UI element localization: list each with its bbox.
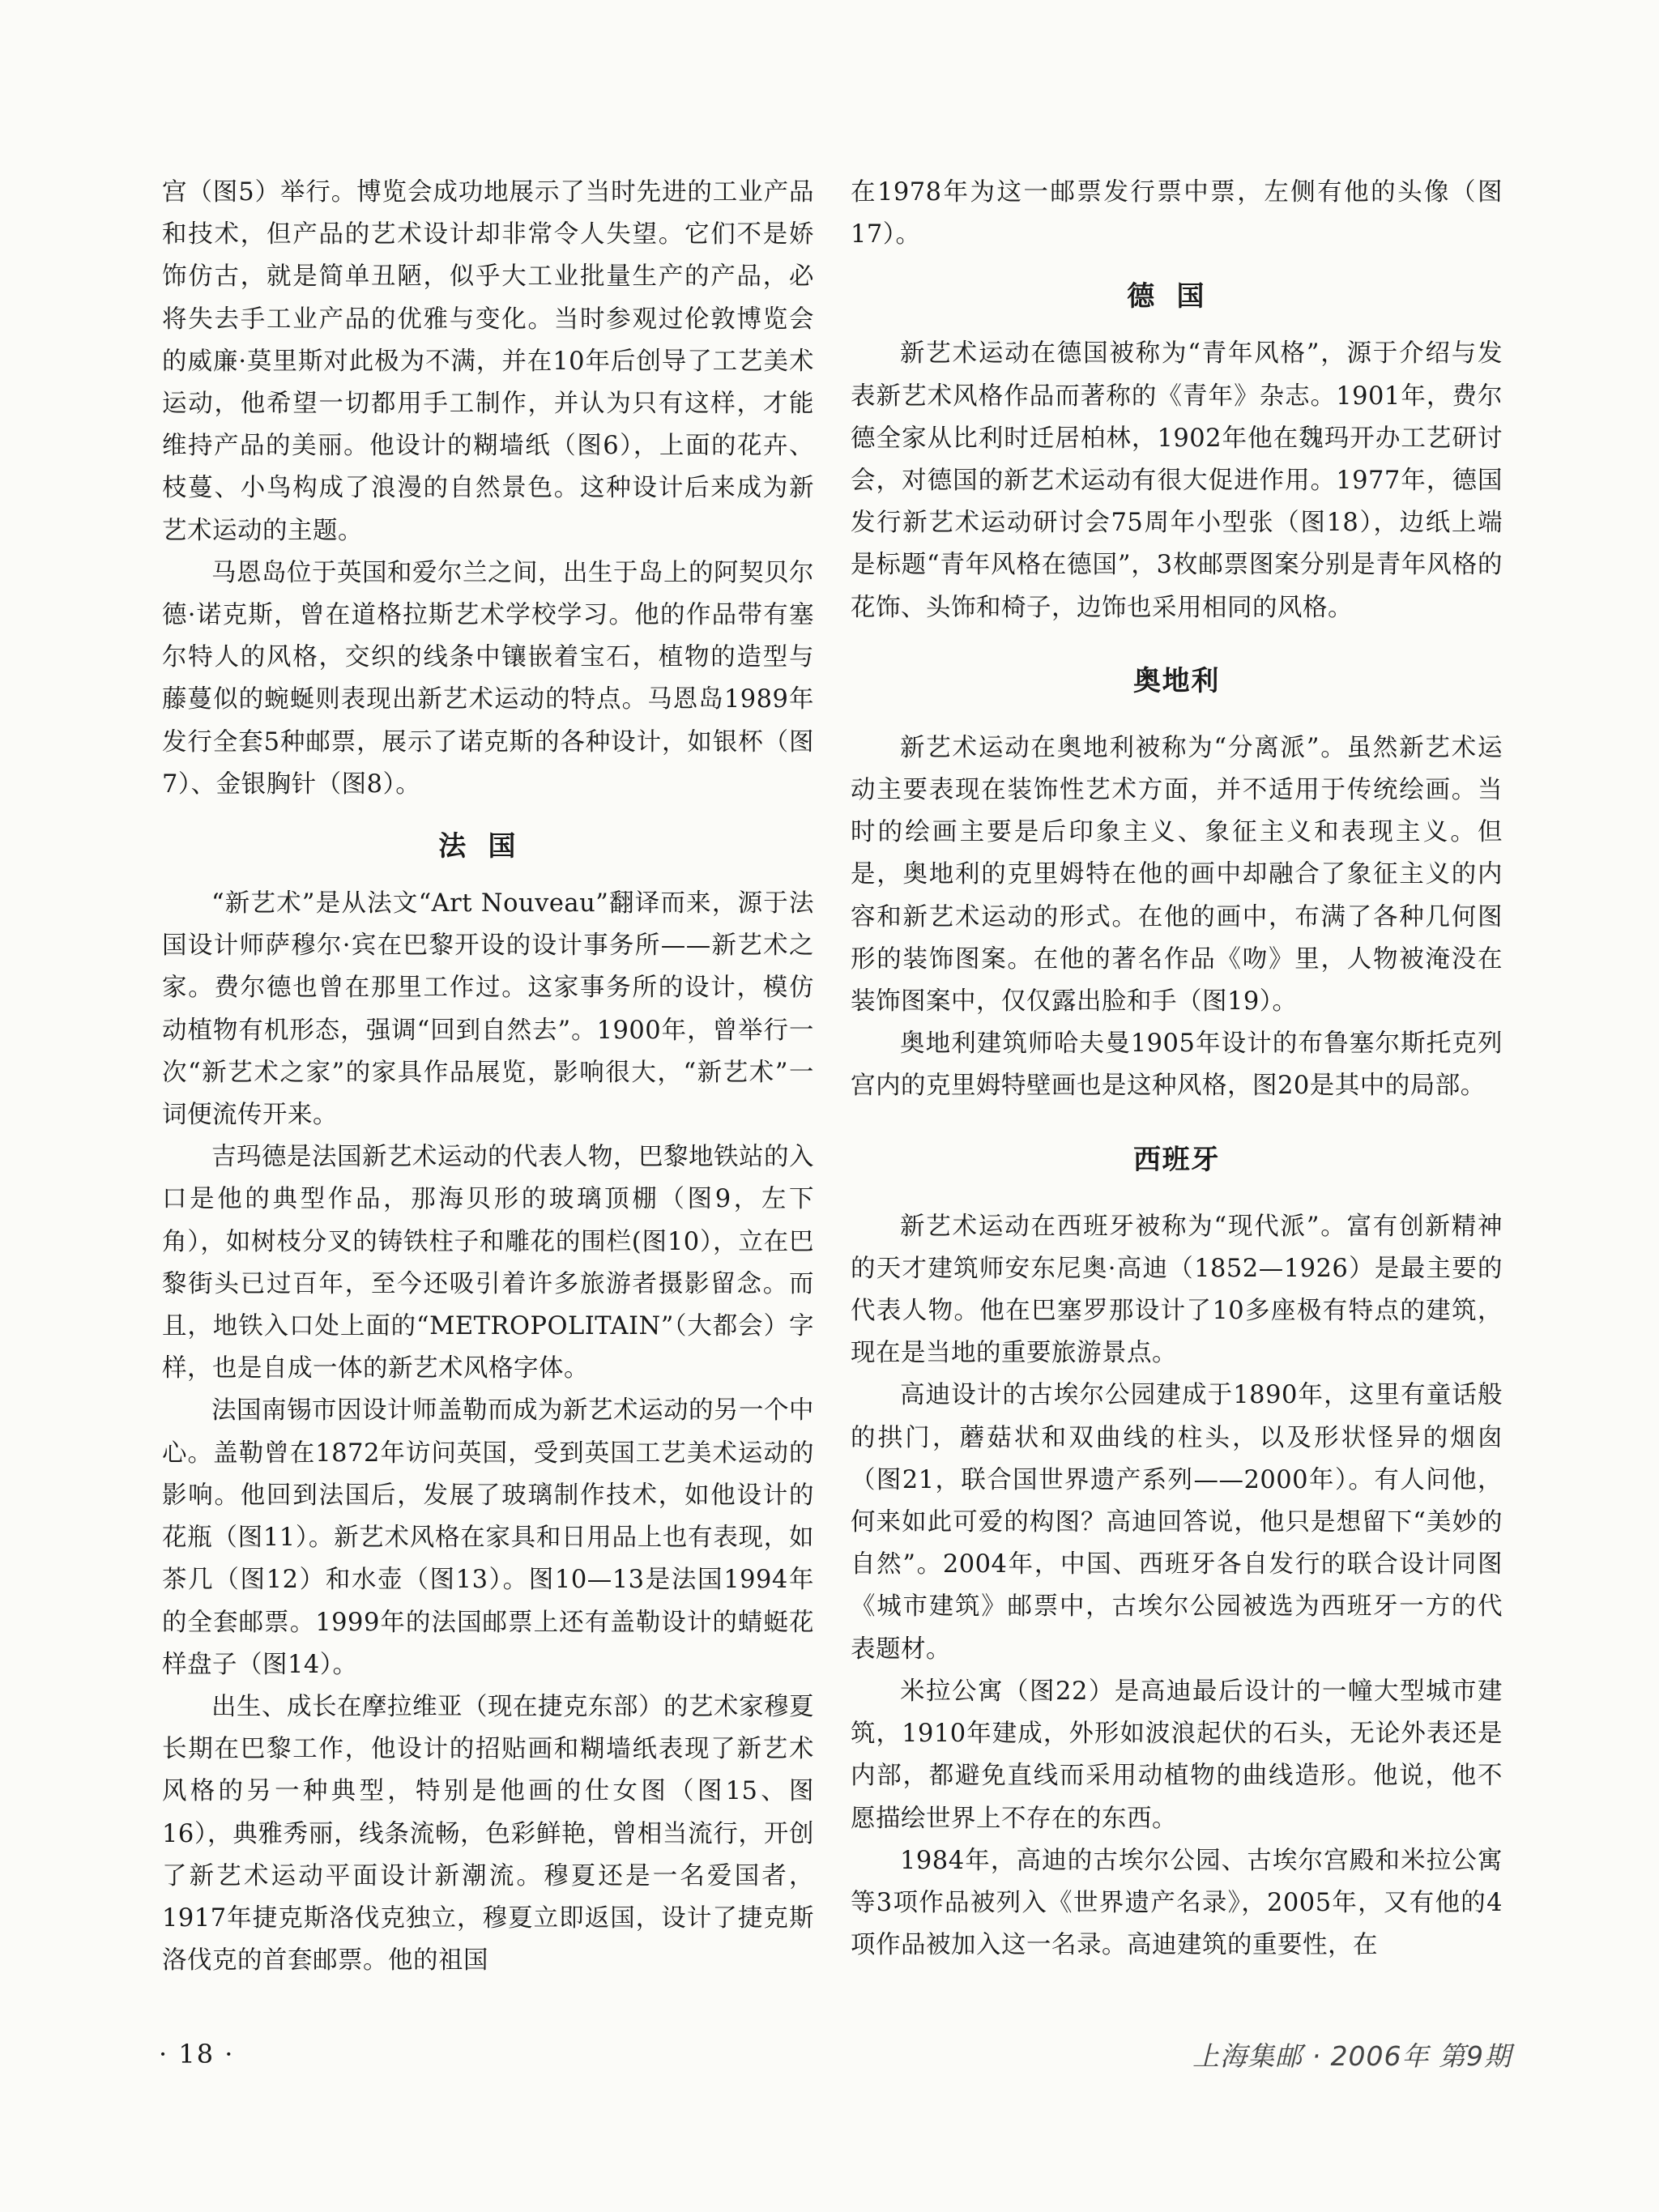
paragraph-park-guell: 高迪设计的古埃尔公园建成于1890年，这里有童话般的拱门，蘑菇状和双曲线的柱头，以及形状怪异的烟囱（图21，联合国世界遗产系列——2000年）。有人问他，何来如此可爱的构图？高迪回答说，他只是想留下“美妙的自然”。2004年，中国、西班牙各自发行的联合设计同图《城市建筑》邮票中，古埃尔公园被选为西班牙一方的代表题材。 xyxy=(851,1381,1503,1664)
paragraph-world-heritage: 1984年，高迪的古埃尔公园、古埃尔宫殿和米拉公寓等3项作品被列入《世界遗产名录》，2005年，又有他的4项作品被加入这一名录。高迪建筑的重要性，在 xyxy=(851,1846,1503,1960)
right-column xyxy=(851,172,1503,1967)
magazine-issue: 上海集邮 · 2006年 第9期 xyxy=(1192,2040,1512,2072)
paragraph-gaudi: 新艺术运动在西班牙被称为“现代派”。富有创新精神的天才建筑师安东尼奥·高迪（1852—1926）是最主要的代表人物。他在巴塞罗那设计了10多座极有特点的建筑，现在是当地的重要旅游景点。 xyxy=(851,1212,1503,1368)
paragraph-jugendstil: 新艺术运动在德国被称为“青年风格”，源于介绍与发表新艺术风格作品而著称的《青年》杂志。1901年，费尔德全家从比利时迁居柏林，1902年他在魏玛开办工艺研讨会，对德国的新艺术运动有很大促进作用。1977年，德国发行新艺术运动研讨会75周年小型张（图18），边纸上端是标题“青年风格在德国”，3枚邮票图案分别是青年风格的花饰、头饰和椅子，边饰也采用相同的风格。 xyxy=(851,339,1503,622)
paragraph-guimard: 吉玛德是法国新艺术运动的代表人物，巴黎地铁站的入口是他的典型作品，那海贝形的玻璃顶棚（图9，左下角），如树枝分叉的铸铁柱子和雕花的围栏(图10），立在巴黎街头已过百年，至今还吸引着许多旅游者摄影留念。而且，地铁入口处上面的“METROPOLITAIN”（大都会）字样，也是自成一体的新艺术风格字体。 xyxy=(162,1143,814,1383)
paragraph-casa-mila: 米拉公寓（图22）是高迪最后设计的一幢大型城市建筑，1910年建成，外形如波浪起伏的石头，无论外表还是内部，都避免直线而采用动植物的曲线造形。他说，他不愿描绘世界上不存在的东西。 xyxy=(851,1677,1503,1833)
paragraph-secession: 新艺术运动在奥地利被称为“分离派”。虽然新艺术运动主要表现在装饰性艺术方面，并不适用于传统绘画。当时的绘画主要是后印象主义、象征主义和表现主义。但是，奥地利的克里姆特在他的画中却融合了象征主义的内容和新艺术运动的形式。在他的画中，布满了各种几何图形的装饰图案。在他的著名作品《吻》里，人物被淹没在装饰图案中，仅仅露出脸和手（图19）。 xyxy=(851,733,1503,1016)
paragraph-nancy-galle: 法国南锡市因设计师盖勒而成为新艺术运动的另一个中心。盖勒曾在1872年访问英国，受到英国工艺美术运动的影响。他回到法国后，发展了玻璃制作技术，如他设计的花瓶（图11）。新艺术风格在家具和日用品上也有表现，如茶几（图12）和水壶（图13）。图10—13是法国1994年的全套邮票。1999年的法国邮票上还有盖勒设计的蜻蜓花样盘子（图14）。 xyxy=(162,1396,814,1679)
paragraph-mucha: 出生、成长在摩拉维亚（现在捷克东部）的艺术家穆夏长期在巴黎工作，他设计的招贴画和糊墙纸表现了新艺术风格的另一种典型，特别是他画的仕女图（图15、图16），典雅秀丽，线条流畅，色彩鲜艳，曾相当流行，开创了新艺术运动平面设计新潮流。穆夏还是一名爱国者，1917年捷克斯洛伐克独立，穆夏立即返国，设计了捷克斯洛伐克的首套邮票。他的祖国 xyxy=(162,1692,814,1975)
paragraph-isle-of-man: 马恩岛位于英国和爱尔兰之间，出生于岛上的阿契贝尔德·诺克斯，曾在道格拉斯艺术学校学习。他的作品带有塞尔特人的风格，交织的线条中镶嵌着宝石，植物的造型与藤蔓似的蜿蜒则表现出新艺术运动的特点。马恩岛1989年发行全套5种邮票，展示了诺克斯的各种设计，如银杯（图7）、金银胸针（图8）。 xyxy=(162,558,814,799)
heading-spain: 西班牙 xyxy=(1132,1143,1221,1176)
heading-austria: 奥地利 xyxy=(1132,664,1221,697)
left-column xyxy=(162,172,814,1982)
paragraph-morris: 宫（图5）举行。博览会成功地展示了当时先进的工业产品和技术，但产品的艺术设计却非常令人失望。它们不是娇饰仿古，就是简单丑陋，似乎大工业批量生产的产品，必将失去手工业产品的优雅与变化。当时参观过伦敦博览会的威廉·莫里斯对此极为不满，并在10年后创导了工艺美术运动，他希望一切都用手工制作，并认为只有这样，才能维持产品的美丽。他设计的糊墙纸（图6），上面的花卉、枝蔓、小鸟构成了浪漫的自然景色。这种设计后来成为新艺术运动的主题。 xyxy=(162,178,814,545)
page-number: · 18 · xyxy=(159,2039,235,2069)
paragraph-mucha-continued: 在1978年为这一邮票发行票中票，左侧有他的头像（图17）。 xyxy=(851,178,1503,249)
heading-france: 法国 xyxy=(438,830,538,863)
paragraph-art-nouveau-origin: “新艺术”是从法文“Art Nouveau”翻译而来，源于法国设计师萨穆尔·宾在巴黎开设的设计事务所——新艺术之家。费尔德也曾在那里工作过。这家事务所的设计，模仿动植物有机形态，强调“回到自然去”。1900年，曾举行一次“新艺术之家”的家具作品展览，影响很大，“新艺术”一词便流传开来。 xyxy=(162,889,814,1130)
heading-germany: 德国 xyxy=(1127,280,1226,313)
paragraph-stoclet-palace: 奥地利建筑师哈夫曼1905年设计的布鲁塞尔斯托克列宫内的克里姆特壁画也是这种风格，图20是其中的局部。 xyxy=(851,1029,1503,1101)
